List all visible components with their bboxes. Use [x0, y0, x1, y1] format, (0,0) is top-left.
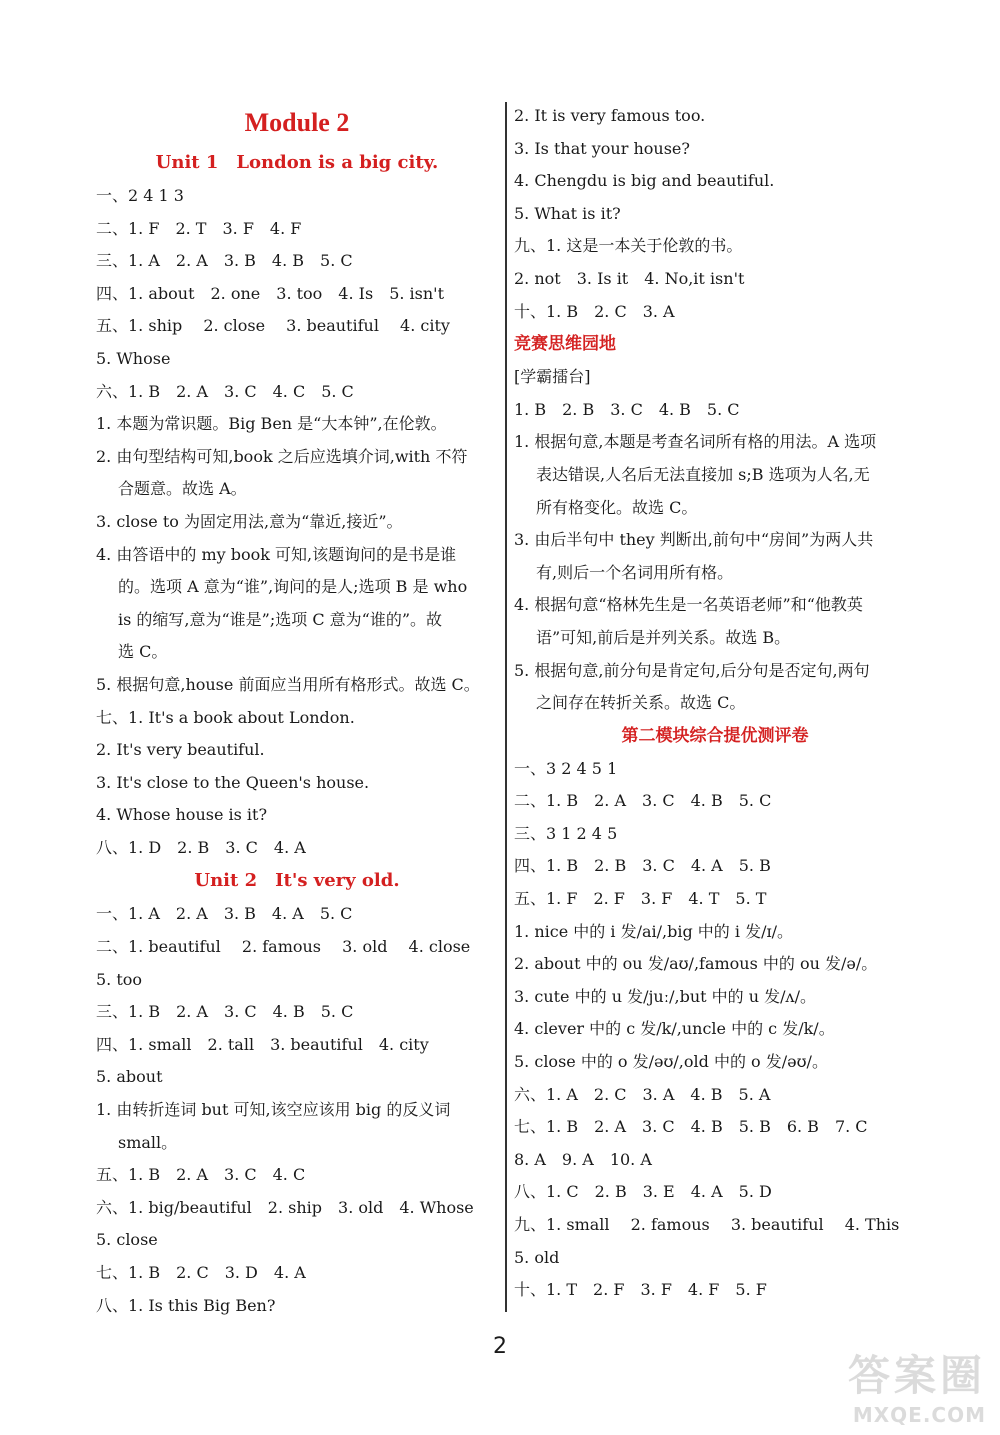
answer-line: 七、1. It's a book about London. [96, 707, 355, 727]
answer-line: 表达错误,人名后无法直接加 s;B 选项为人名,无 [536, 464, 870, 484]
answer-line: 合题意。故选 A。 [118, 479, 247, 499]
answer-line: 四、1. about 2. one 3. too 4. Is 5. isn't [96, 283, 445, 303]
answer-line: 五、1. ship 2. close 3. beautiful 4. city [96, 316, 450, 336]
answer-line: 八、1. Is this Big Ben? [96, 1295, 276, 1315]
right-column [514, 100, 916, 1307]
answer-line: small。 [118, 1132, 178, 1152]
answer-line: 1. nice 中的 i 发/ai/,big 中的 i 发/ɪ/。 [514, 921, 793, 941]
answer-line: 二、1. beautiful 2. famous 3. old 4. close [96, 937, 471, 957]
answer-line: 十、1. T 2. F 3. F 4. F 5. F [514, 1280, 767, 1300]
answer-line: 三、1. A 2. A 3. B 4. B 5. C [96, 251, 353, 271]
answer-line: 4. Chengdu is big and beautiful. [514, 171, 775, 191]
answer-line: 5. What is it? [514, 203, 621, 223]
answer-line: 5. 根据句意,前分句是肯定句,后分句是否定句,两句 [514, 660, 870, 680]
answer-line: 1. 由转折连词 but 可知,该空应该用 big 的反义词 [96, 1100, 451, 1120]
answer-line: 七、1. B 2. A 3. C 4. B 5. B 6. B 7. C [514, 1117, 868, 1137]
answer-line: 5. about [96, 1067, 163, 1087]
section-heading: 第二模块综合提优测评卷 [621, 725, 809, 746]
answer-line: 2. 由句型结构可知,book 之后应选填介词,with 不符 [96, 446, 468, 466]
answer-line: 五、1. B 2. A 3. C 4. C [96, 1165, 306, 1185]
answer-line: 四、1. small 2. tall 3. beautiful 4. city [96, 1034, 429, 1054]
answer-line: 3. 由后半句中 they 判断出,前句中“房间”为两人共 [514, 530, 874, 550]
answer-line: 5. 根据句意,house 前面应当用所有格形式。故选 C。 [96, 674, 480, 694]
answer-line: 一、1. A 2. A 3. B 4. A 5. C [96, 904, 353, 924]
answer-line: 3. It's close to the Queen's house. [96, 772, 370, 792]
answer-line: 2. not 3. Is it 4. No,it isn't [514, 268, 745, 288]
answer-line: 2. It is very famous too. [514, 106, 706, 125]
answer-line: 2. It's very beautiful. [96, 740, 265, 760]
answer-line: 5. too [96, 969, 143, 989]
section-heading: Unit 2 It's very old. [194, 870, 400, 892]
answer-line: 十、1. B 2. C 3. A [514, 301, 675, 321]
answer-line: 语”可知,前后是并列关系。故选 B。 [536, 627, 791, 647]
answer-line: 1. 根据句意,本题是考查名词所有格的用法。A 选项 [514, 432, 877, 452]
answer-line: 4. clever 中的 c 发/k/,uncle 中的 c 发/k/。 [514, 1019, 835, 1039]
answer-line: 六、1. big/beautiful 2. ship 3. old 4. Whose [96, 1197, 474, 1217]
answer-line: 2. about 中的 ou 发/aʊ/,famous 中的 ou 发/ə/。 [514, 954, 878, 974]
answer-line: 8. A 9. A 10. A [514, 1149, 652, 1169]
answer-line: is 的缩写,意为“谁是”;选项 C 意为“谁的”。故 [118, 609, 443, 629]
section-heading: Unit 1 London is a big city. [155, 152, 439, 173]
answer-line: 八、1. C 2. B 3. E 4. A 5. D [514, 1182, 772, 1202]
answer-line: 六、1. B 2. A 3. C 4. C 5. C [96, 381, 354, 401]
answer-line: 三、1. B 2. A 3. C 4. B 5. C [96, 1002, 354, 1022]
column-divider [505, 102, 507, 1312]
answer-line: 五、1. F 2. F 3. F 4. T 5. T [514, 889, 767, 909]
answer-line: 一、2 4 1 3 [96, 186, 184, 205]
answer-line: 1. 本题为常识题。Big Ben 是“大本钟”,在伦敦。 [96, 414, 447, 434]
section-heading: Module 2 [244, 108, 350, 137]
page-number: 2 [493, 1334, 507, 1359]
answer-line: 三、3 1 2 4 5 [514, 823, 618, 843]
answer-line: 4. Whose house is it? [96, 805, 268, 825]
answer-line: 所有格变化。故选 C。 [536, 497, 698, 517]
answer-line: 5. old [514, 1247, 560, 1267]
answer-line: 四、1. B 2. B 3. C 4. A 5. B [514, 856, 771, 876]
answer-line: 3. close to 为固定用法,意为“靠近,接近”。 [96, 511, 403, 531]
answer-line: 4. 根据句意“格林先生是一名英语老师”和“他教英 [514, 595, 863, 615]
answer-line: [学霸擂台] [514, 367, 591, 387]
answer-line: 二、1. B 2. A 3. C 4. B 5. C [514, 791, 772, 811]
section-heading: 竞赛思维园地 [514, 334, 616, 355]
answer-line: 5. close [96, 1230, 158, 1250]
answer-line: 4. 由答语中的 my book 可知,该题询问的是书是谁 [96, 544, 457, 564]
answer-line: 1. B 2. B 3. C 4. B 5. C [514, 399, 740, 419]
watermark-url: MXQE.COM [852, 1403, 986, 1427]
answer-line: 八、1. D 2. B 3. C 4. A [96, 837, 306, 857]
answer-line: 二、1. F 2. T 3. F 4. F [96, 218, 302, 238]
answer-line: 3. cute 中的 u 发/juː/,but 中的 u 发/ʌ/。 [514, 986, 816, 1006]
answer-line: 选 C。 [118, 642, 168, 662]
answer-line: 5. close 中的 o 发/əʊ/,old 中的 o 发/əʊ/。 [514, 1052, 828, 1072]
answer-line: 七、1. B 2. C 3. D 4. A [96, 1263, 306, 1282]
answer-line: 九、1. 这是一本关于伦敦的书。 [514, 236, 743, 256]
watermark-logo [786, 1332, 986, 1427]
answer-line: 一、3 2 4 5 1 [514, 758, 618, 778]
watermark-chars: 答案圈 [847, 1351, 986, 1400]
answer-line: 有,则后一个名词用所有格。 [536, 562, 734, 582]
answer-line: 的。选项 A 意为“谁”,询问的是人;选项 B 是 who [118, 577, 468, 597]
answer-line: 3. Is that your house? [514, 138, 690, 158]
left-column [96, 100, 498, 1322]
answer-line: 5. Whose [96, 348, 171, 368]
answer-line: 九、1. small 2. famous 3. beautiful 4. This [514, 1215, 900, 1234]
answer-line: 六、1. A 2. C 3. A 4. B 5. A [514, 1084, 771, 1104]
answer-line: 之间存在转折关系。故选 C。 [536, 693, 746, 713]
